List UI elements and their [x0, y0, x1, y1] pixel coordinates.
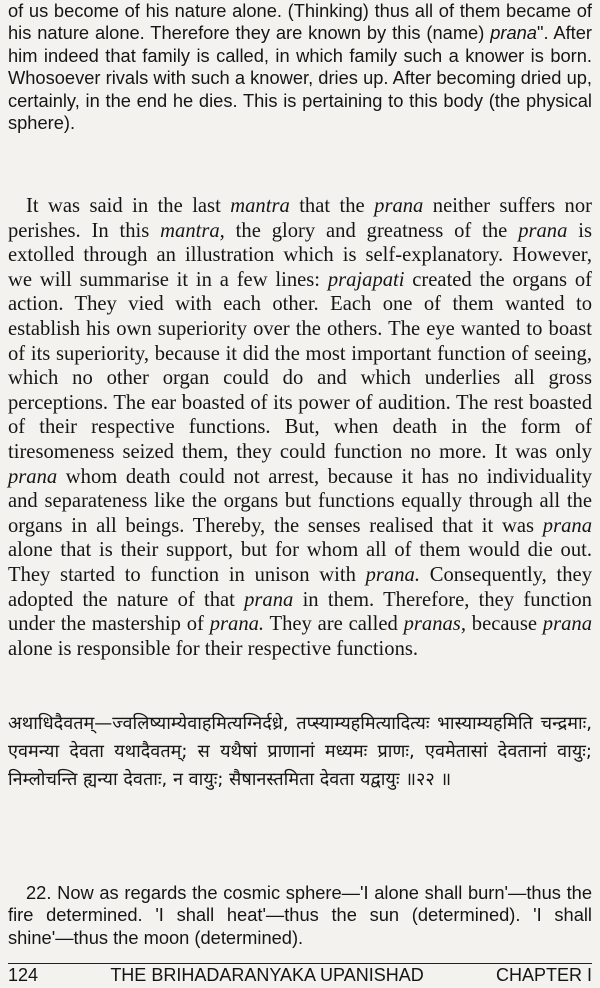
text-run: in them. Therefore, they function under the mastership of [8, 588, 592, 636]
text-run: of us become of his nature alone. (Thinking) thus all of them became of his nature alone. Therefore they are known by this (name) [8, 0, 592, 44]
page-footer [8, 963, 592, 986]
italic-term: prana [8, 465, 58, 488]
italic-term: prana [490, 22, 537, 44]
italic-term: prana. [365, 563, 420, 586]
italic-term: prana [542, 514, 592, 537]
text-run: alone that is their support, but for whom all of them would die out. They started to function in unison with [8, 539, 592, 586]
text-run: neither suffers nor perishes. In this [8, 195, 592, 242]
paragraph-2 [8, 194, 592, 661]
text-run: because [465, 613, 543, 636]
text-run: Consequently, they adopted the nature of that [8, 563, 592, 611]
italic-term: mantra [230, 195, 290, 217]
paragraph-1 [8, 0, 592, 134]
text-run: created the organs of action. They vied with each other. Each one of them wanted to establish his own superiority over the others. The eye wanted to boast of its superiority, because it did the most important function of seeing, which no other organ could do and which underlies all gross perceptions. The ear boasted of its power of audition. The rest boasted of their respective functions. But, when death in the form of tiresomeness seized them, they could function no more. It was only [8, 268, 592, 463]
text-run: It was said in the last [26, 195, 231, 217]
text-run: is extolled through an illustration which is self-explanatory. However, we will summarise it in a few lines: [8, 219, 592, 291]
running-title: THE BRIHADARANYAKA UPANISHAD [110, 965, 424, 985]
text-run: that the [289, 195, 375, 217]
italic-term: pranas, [403, 613, 466, 636]
paragraph-22: 22. Now as regards the cosmic sphere—'I alone shall burn'—thus the fire determined. 'I shall heat'—thus the sun (determined). 'I shall shine'—thus the moon (determined). [8, 882, 592, 948]
italic-term: mantra, [160, 219, 225, 242]
text-run: They are called [264, 613, 404, 636]
chapter-label: CHAPTER I [495, 965, 592, 985]
page-number: 124 [8, 965, 39, 985]
italic-term: prana [542, 613, 592, 636]
text-run: whom death could not arrest, because it has no individuality and separateness like the organs but functions equally through all the organs in all beings. Thereby, the senses realised that it was [8, 465, 592, 537]
italic-term: prana [518, 219, 568, 242]
text-run: ". After him indeed that family is called, in which family such a knower is born. Whosoever rivals with such a knower, dries up. After becoming dried up, certainly, in the end he dies. This is pertaining to this body (the physical sphere). [8, 22, 592, 134]
italic-term: prana. [209, 613, 265, 636]
sanskrit-verse: अथाधिदैवतम्—ज्वलिष्याम्येवाहमित्यग्निर्दध्रे, तप्स्याम्यहमित्यादित्यः भास्याम्यहमिति चन्द्रमाः, एवमन्या देवता यथादैवतम्; स यथैषां प्राणानां मध्यमः प्राणः, एवमेतासां देवतानां वायुः; निम्लोचन्ति ह्यन्या देवताः, न वायुः; सैषानस्तमिता देवता यद्वायुः ॥२२ ॥ [8, 713, 592, 790]
italic-term: prana [374, 195, 424, 217]
text-run: the glory and greatness of the [224, 219, 519, 242]
text-run: alone is responsible for their respective functions. [8, 637, 419, 660]
italic-term: prajapati [327, 268, 405, 291]
italic-term: prana [244, 588, 294, 611]
